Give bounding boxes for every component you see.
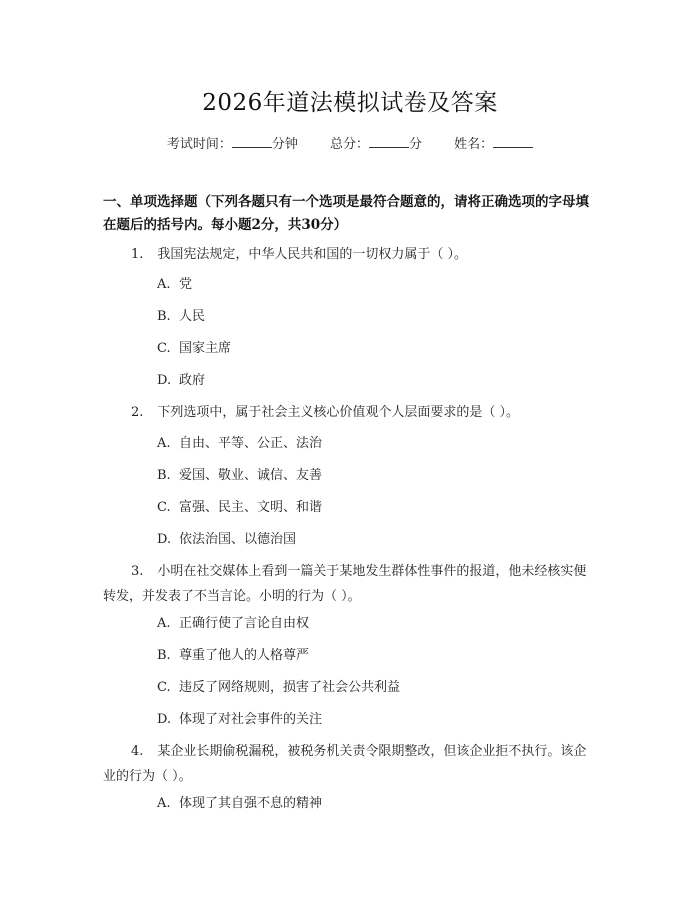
option-letter: D. [157, 373, 172, 388]
exam-time-unit: 分钟 [271, 137, 298, 152]
option-3b [157, 647, 309, 665]
option-letter: B. [157, 309, 171, 324]
option-letter: A. [157, 436, 171, 451]
total-score-blank [369, 136, 409, 148]
option-text: 富强、民主、文明、和谐 [179, 500, 323, 515]
question-4 [103, 739, 593, 789]
question-text: 下列选项中，属于社会主义核心价值观个人层面要求的是（ ）。 [157, 405, 520, 420]
question-number: 3. [131, 564, 144, 579]
exam-time-blank [232, 136, 272, 148]
option-text: 党 [179, 277, 193, 292]
student-name-label: 姓名： [454, 137, 494, 152]
option-text: 政府 [179, 373, 206, 388]
option-text: 正确行使了言论自由权 [179, 616, 310, 631]
question-number: 2. [131, 405, 144, 420]
total-score-label: 总分： [329, 137, 369, 152]
student-name-field [454, 133, 533, 152]
option-text: 依法治国、以德治国 [179, 532, 297, 547]
question-3 [103, 559, 593, 609]
question-1 [103, 242, 593, 267]
option-text: 国家主席 [179, 341, 232, 356]
option-1b [157, 308, 205, 326]
total-score-field [330, 133, 422, 152]
exam-time-label: 考试时间： [166, 137, 232, 152]
option-text: 违反了网络规则，损害了社会公共利益 [179, 680, 401, 695]
option-4a [157, 795, 322, 813]
option-text: 人民 [179, 309, 206, 324]
option-letter: A. [157, 277, 171, 292]
option-letter: C. [157, 680, 171, 695]
page-title: 2026年道法模拟试卷及答案 [202, 90, 498, 116]
option-2d [157, 531, 296, 549]
student-name-blank [493, 136, 533, 148]
option-text: 爱国、敬业、诚信、友善 [179, 468, 323, 483]
question-text: 我国宪法规定，中华人民共和国的一切权力属于（ ）。 [157, 247, 468, 262]
option-1d [157, 372, 205, 390]
option-letter: A. [157, 616, 171, 631]
option-2a [157, 435, 322, 453]
option-text: 自由、平等、公正、法治 [179, 436, 323, 451]
section-header: 一、单项选择题（下列各题只有一个选项是最符合题意的，请将正确选项的字母填在题后的括号内。每小题2分，共30分） [103, 194, 589, 233]
option-letter: B. [157, 468, 171, 483]
total-score-unit: 分 [409, 137, 423, 152]
option-1c [157, 340, 231, 358]
option-1a [157, 276, 192, 294]
question-number: 4. [131, 744, 144, 759]
question-text: 某企业长期偷税漏税，被税务机关责令限期整改，但该企业拒不执行。该企业的行为（ ）。 [103, 744, 587, 784]
option-3c [157, 679, 400, 697]
question-text: 小明在社交媒体上看到一篇关于某地发生群体性事件的报道，他未经核实便转发，并发表了不当言论。小明的行为（ ）。 [103, 564, 587, 604]
option-letter: B. [157, 648, 171, 663]
option-text: 体现了其自强不息的精神 [179, 796, 323, 811]
option-2c [157, 499, 322, 517]
option-3a [157, 615, 309, 633]
question-2 [103, 400, 593, 425]
option-text: 尊重了他人的人格尊严 [179, 648, 310, 663]
exam-time-field [167, 133, 298, 152]
option-letter: C. [157, 341, 171, 356]
option-letter: C. [157, 500, 171, 515]
option-text: 体现了对社会事件的关注 [179, 712, 323, 727]
option-2b [157, 467, 322, 485]
option-letter: A. [157, 796, 171, 811]
exam-info-line [0, 133, 700, 152]
option-3d [157, 711, 322, 729]
question-number: 1. [131, 247, 144, 262]
option-letter: D. [157, 712, 172, 727]
option-letter: D. [157, 532, 172, 547]
